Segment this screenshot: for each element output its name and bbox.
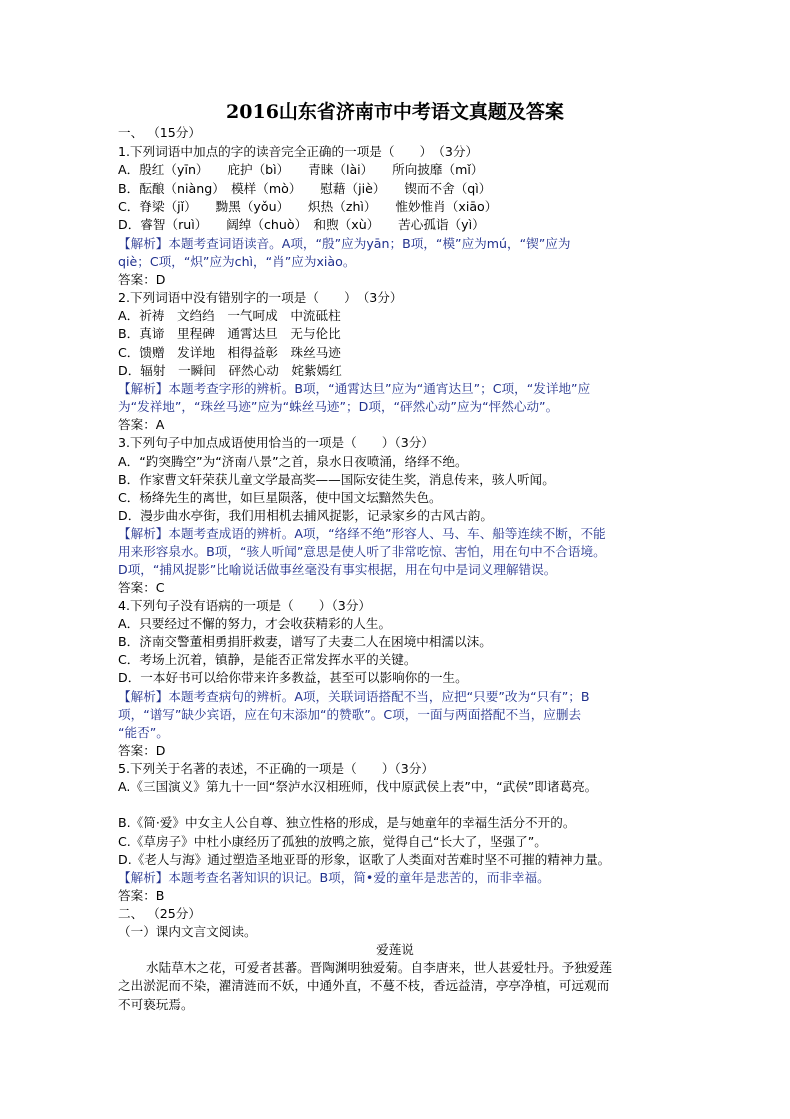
q4-analysis-line-2: 项，“谱写”缺少宾语，应在句末添加“的赞歌”。C项，一面与两面搭配不当，应删去: [118, 707, 582, 722]
q3-analysis-line-3: D项，“捕风捉影”比喻说话做事丝毫没有事实根据，用在句中是词义理解错误。: [118, 562, 557, 577]
q1-analysis-line-2: qiè；C项，“炽”应为chì，“肖”应为xiào。: [118, 254, 356, 269]
section2-subheader: （一）课内文言文阅读。: [118, 924, 257, 939]
q3-analysis-line-1: 【解析】本题考查成语的辨析。A项，“络绎不绝”形容人、马、车、船等连续不断，不能: [118, 526, 606, 541]
q5-analysis-line-1: 【解析】本题考查名著知识的识记。B项，简•爱的童年是悲苦的，而非幸福。: [118, 870, 550, 885]
q2-option-c: C．馈赠 发详地 相得益彰 珠丝马迹: [118, 345, 341, 360]
q5-option-d: D.《老人与海》通过塑造圣地亚哥的形象，讴歌了人类面对苦难时坚不可摧的精神力量。: [118, 852, 611, 867]
q3-stem: 3.下列句子中加点成语使用恰当的一项是（ ）（3分）: [118, 435, 434, 450]
q1-analysis-line-1: 【解析】本题考查词语读音。A项，“殷”应为yān；B项，“模”应为mú，“锲”应为: [118, 236, 571, 251]
section1-header: 一、 （15分）: [118, 125, 201, 140]
q5-stem: 5.下列关于名著的表述，不正确的一项是（ ）（3分）: [118, 761, 434, 776]
q4-option-a: A．只要经过不懈的努力，才会收获精彩的人生。: [118, 616, 392, 631]
q2-stem: 2.下列词语中没有错别字的一项是（ ） （3分）: [118, 290, 403, 305]
q5-option-a: A.《三国演义》第九十一回“祭泸水汉相班师，伐中原武侯上表”中，“武侯”即诸葛亮。: [118, 779, 598, 794]
section2-header: 二、 （25分）: [118, 906, 201, 921]
q3-analysis-line-2: 用来形容泉水。B项，“骇人听闻”意思是使人听了非常吃惊、害怕，用在句中不合语境。: [118, 544, 606, 559]
q3-option-a: A．“趵突腾空”为“济南八景”之首，泉水日夜喷涌，络绎不绝。: [118, 454, 468, 469]
passage-line-3: 不可亵玩焉。: [118, 997, 194, 1012]
q1-answer: 答案：D: [118, 272, 166, 287]
q3-option-b: B．作家曹文轩荣获儿童文学最高奖——国际安徒生奖，消息传来，骇人听闻。: [118, 472, 555, 487]
passage-line-2: 之出淤泥而不染，濯清涟而不妖，中通外直，不蔓不枝，香远益清，亭亭净植，可远观而: [118, 978, 610, 993]
q2-analysis-line-2: 为“发祥地”，“珠丝马迹”应为“蛛丝马迹”；D项，“砰然心动”应为“怦然心动”。: [118, 399, 559, 414]
q5-option-b: B.《简·爱》中女主人公自尊、独立性格的形成，是与她童年的幸福生活分不开的。: [118, 815, 576, 830]
q5-answer: 答案：B: [118, 888, 165, 903]
passage-line-1: 水陆草木之花，可爱者甚蕃。晋陶渊明独爱菊。自李唐来，世人甚爱牡丹。予独爱莲: [146, 960, 612, 975]
q2-option-b: B．真谛 里程碑 通霄达旦 无与伦比: [118, 326, 341, 341]
q3-option-c: C．杨绛先生的离世，如巨星陨落，使中国文坛黯然失色。: [118, 490, 442, 505]
passage-title: 爱莲说: [376, 942, 414, 957]
q1-option-b: B．酝酿（niàng） 模样（mò） 慰藉（jiè） 锲而不舍（qì）: [118, 181, 492, 196]
q4-answer: 答案：D: [118, 743, 166, 758]
q1-stem: 1.下列词语中加点的字的读音完全正确的一项是（ ） （3分）: [118, 144, 479, 159]
q2-option-d: D．辐射 一瞬间 砰然心动 姹紫嫣红: [118, 363, 342, 378]
q1-option-a: A．殷红（yīn） 庇护（bì） 青睐（lài） 所向披靡（mǐ）: [118, 162, 484, 177]
q4-option-c: C．考场上沉着，镇静，是能否正常发挥水平的关键。: [118, 652, 417, 667]
q2-option-a: A．祈祷 文绉绉 一气呵成 中流砥柱: [118, 308, 341, 323]
q4-option-d: D．一本好书可以给你带来许多教益，甚至可以影响你的一生。: [118, 670, 468, 685]
document-title: 2016山东省济南市中考语文真题及答案: [226, 101, 564, 123]
q4-stem: 4.下列句子没有语病的一项是（ ）（3分）: [118, 598, 372, 613]
q4-analysis-line-1: 【解析】本题考查病句的辨析。A项，关联词语搭配不当，应把“只要”改为“只有”；B: [118, 689, 590, 704]
q2-answer: 答案：A: [118, 417, 165, 432]
q5-option-c: C.《草房子》中杜小康经历了孤独的放鸭之旅，觉得自己“长大了，坚强了”。: [118, 834, 547, 849]
q1-option-c: C．脊梁（jǐ） 黝黑（yǒu） 炽热（zhì） 惟妙惟肖（xiāo）: [118, 199, 498, 214]
q4-option-b: B．济南交警董相勇捐肝救妻，谱写了夫妻二人在困境中相濡以沫。: [118, 634, 492, 649]
q3-option-d: D．漫步曲水亭街，我们用相机去捕风捉影，记录家乡的古风古韵。: [118, 508, 493, 523]
q4-analysis-line-3: “能否”。: [118, 725, 169, 740]
q1-option-d: D．睿智（ruì） 阔绰（chuò） 和煦（xù） 苦心孤诣（yì）: [118, 217, 485, 232]
q3-answer: 答案：C: [118, 580, 165, 595]
q2-analysis-line-1: 【解析】本题考查字形的辨析。B项，“通霄达旦”应为“通宵达旦”；C项，“发详地”应: [118, 381, 591, 396]
